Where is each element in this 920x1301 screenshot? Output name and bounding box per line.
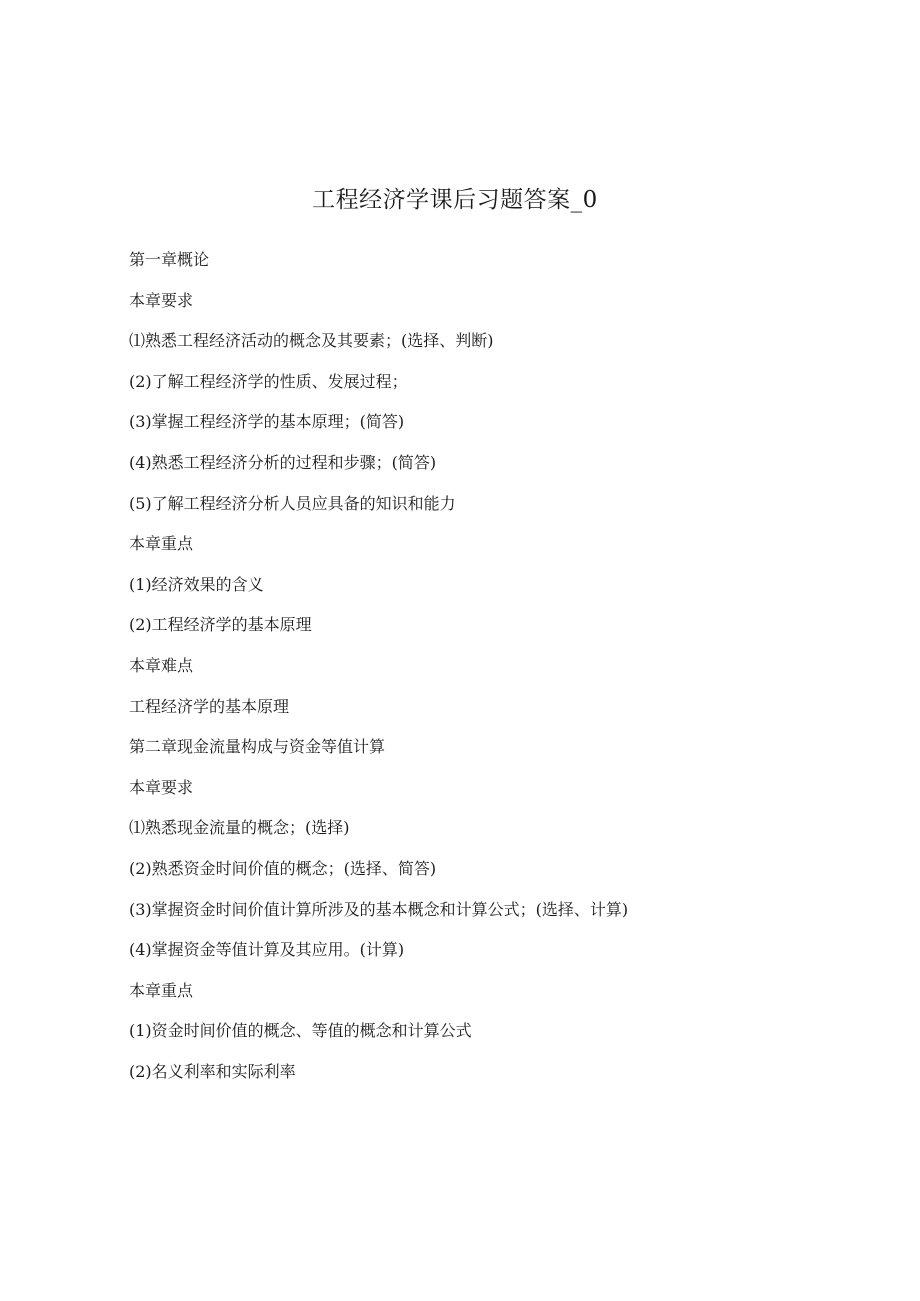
list-item: (2)工程经济学的基本原理 bbox=[129, 615, 312, 635]
section-heading: 本章重点 bbox=[129, 534, 194, 554]
list-item: (5)了解工程经济分析人员应具备的知识和能力 bbox=[129, 493, 456, 513]
list-item: (3)掌握工程经济学的基本原理；(简答) bbox=[129, 412, 405, 432]
section-heading: 本章要求 bbox=[129, 777, 194, 797]
list-item: (2)熟悉资金时间价值的概念；(选择、简答) bbox=[129, 858, 437, 878]
list-item: ⑴熟悉工程经济活动的概念及其要素；(选择、判断) bbox=[129, 331, 494, 351]
document-title: 工程经济学课后习题答案_0 bbox=[312, 187, 598, 213]
section-heading: 本章重点 bbox=[129, 980, 194, 1000]
list-item: (3)掌握资金时间价值计算所涉及的基本概念和计算公式；(选择、计算) bbox=[129, 899, 629, 919]
list-item: (1)资金时间价值的概念、等值的概念和计算公式 bbox=[129, 1021, 472, 1041]
list-item: (2)名义利率和实际利率 bbox=[129, 1061, 296, 1081]
document-body bbox=[129, 246, 829, 1098]
list-item: (2)了解工程经济学的性质、发展过程； bbox=[129, 371, 408, 391]
list-item: (4)熟悉工程经济分析的过程和步骤；(简答) bbox=[129, 452, 437, 472]
paragraph: 工程经济学的基本原理 bbox=[129, 696, 290, 716]
list-item: (1)经济效果的含义 bbox=[129, 574, 264, 594]
section-heading: 本章难点 bbox=[129, 655, 194, 675]
section-heading: 本章要求 bbox=[129, 290, 194, 310]
list-item: ⑴熟悉现金流量的概念；(选择) bbox=[129, 818, 350, 838]
chapter-heading: 第二章现金流量构成与资金等值计算 bbox=[129, 737, 386, 757]
list-item: (4)掌握资金等值计算及其应用。(计算) bbox=[129, 940, 405, 960]
chapter-heading: 第一章概论 bbox=[129, 250, 210, 269]
